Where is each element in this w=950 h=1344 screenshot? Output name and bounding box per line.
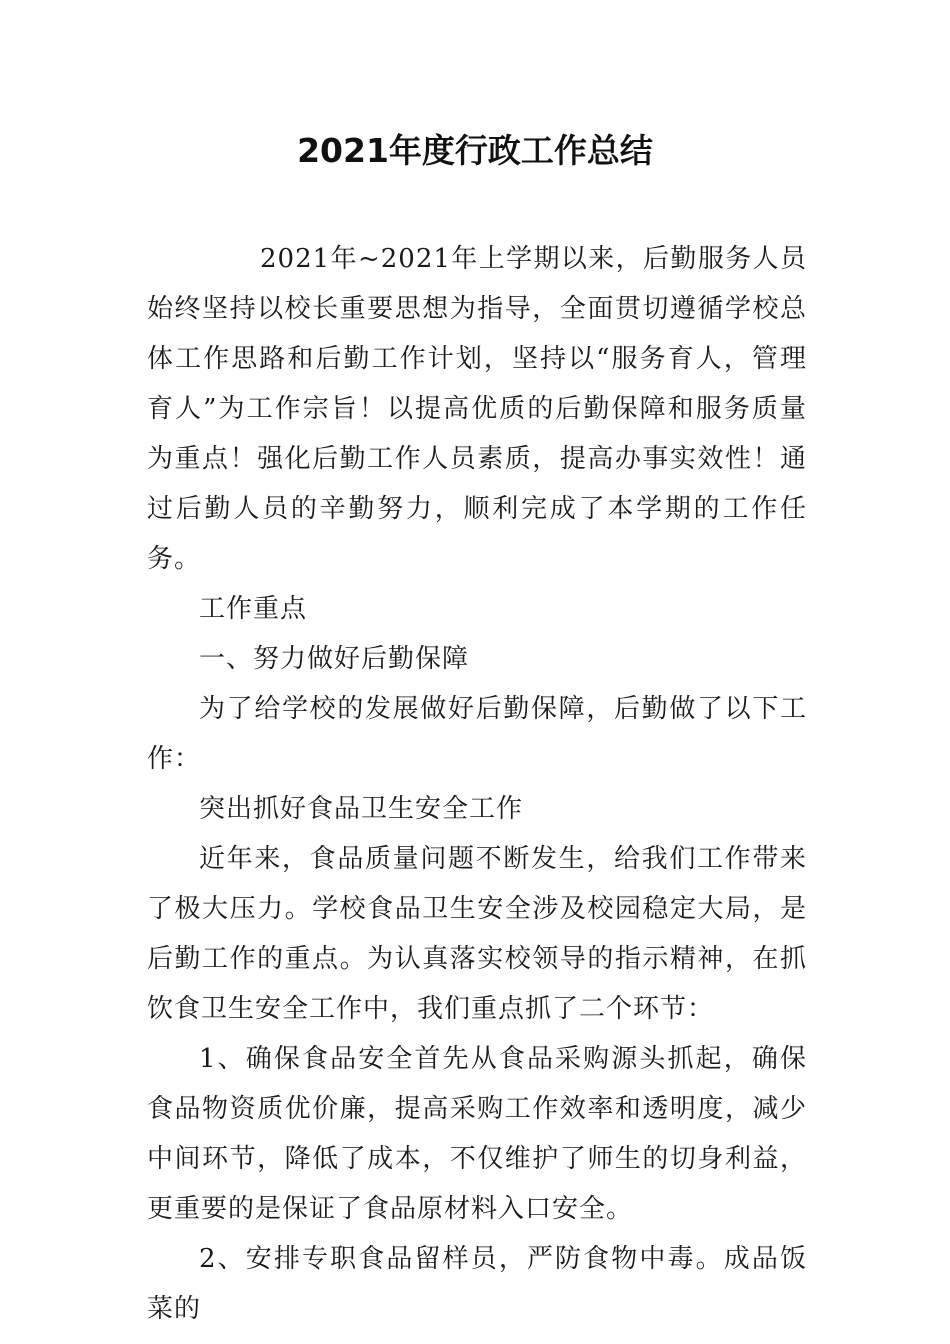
section-heading-logistics: 一、努力做好后勤保障 xyxy=(199,644,470,674)
paragraph-item-2: 2、安排专职食品留样员，严防食物中毒。成品饭菜的 xyxy=(147,1244,807,1324)
paragraph-intro: 2021年~2021年上学期以来，后勤服务人员始终坚持以校长重要思想为指导，全面贯切遵循学校总体工作思路和后勤工作计划，坚持以“服务育人，管理育人”为工作宗旨！以提高优质的后勤保障和服务质量为重点！强化后勤工作人员素质，提高办事实效性！通过后勤人员的辛勤努力，顺利完成了本学期的工作任务。 xyxy=(147,244,807,574)
document-title: 2021年度行政工作总结 xyxy=(297,131,653,170)
paragraph-logistics-intro: 为了给学校的发展做好后勤保障，后勤做了以下工作： xyxy=(147,694,807,774)
document-body xyxy=(147,234,807,1334)
paragraph-food-safety: 近年来，食品质量问题不断发生，给我们工作带来了极大压力。学校食品卫生安全涉及校园稳定大局，是后勤工作的重点。为认真落实校领导的指示精神，在抓饮食卫生安全工作中，我们重点抓了二个环节： xyxy=(147,844,807,1024)
subheading-food-safety: 突出抓好食品卫生安全工作 xyxy=(199,794,524,824)
heading-work-focus: 工作重点 xyxy=(199,594,308,624)
paragraph-item-1: 1、确保食品安全首先从食品采购源头抓起，确保食品物资质优价廉，提高采购工作效率和透明度，减少中间环节，降低了成本，不仅维护了师生的切身利益，更重要的是保证了食品原材料入口安全。 xyxy=(147,1044,807,1224)
